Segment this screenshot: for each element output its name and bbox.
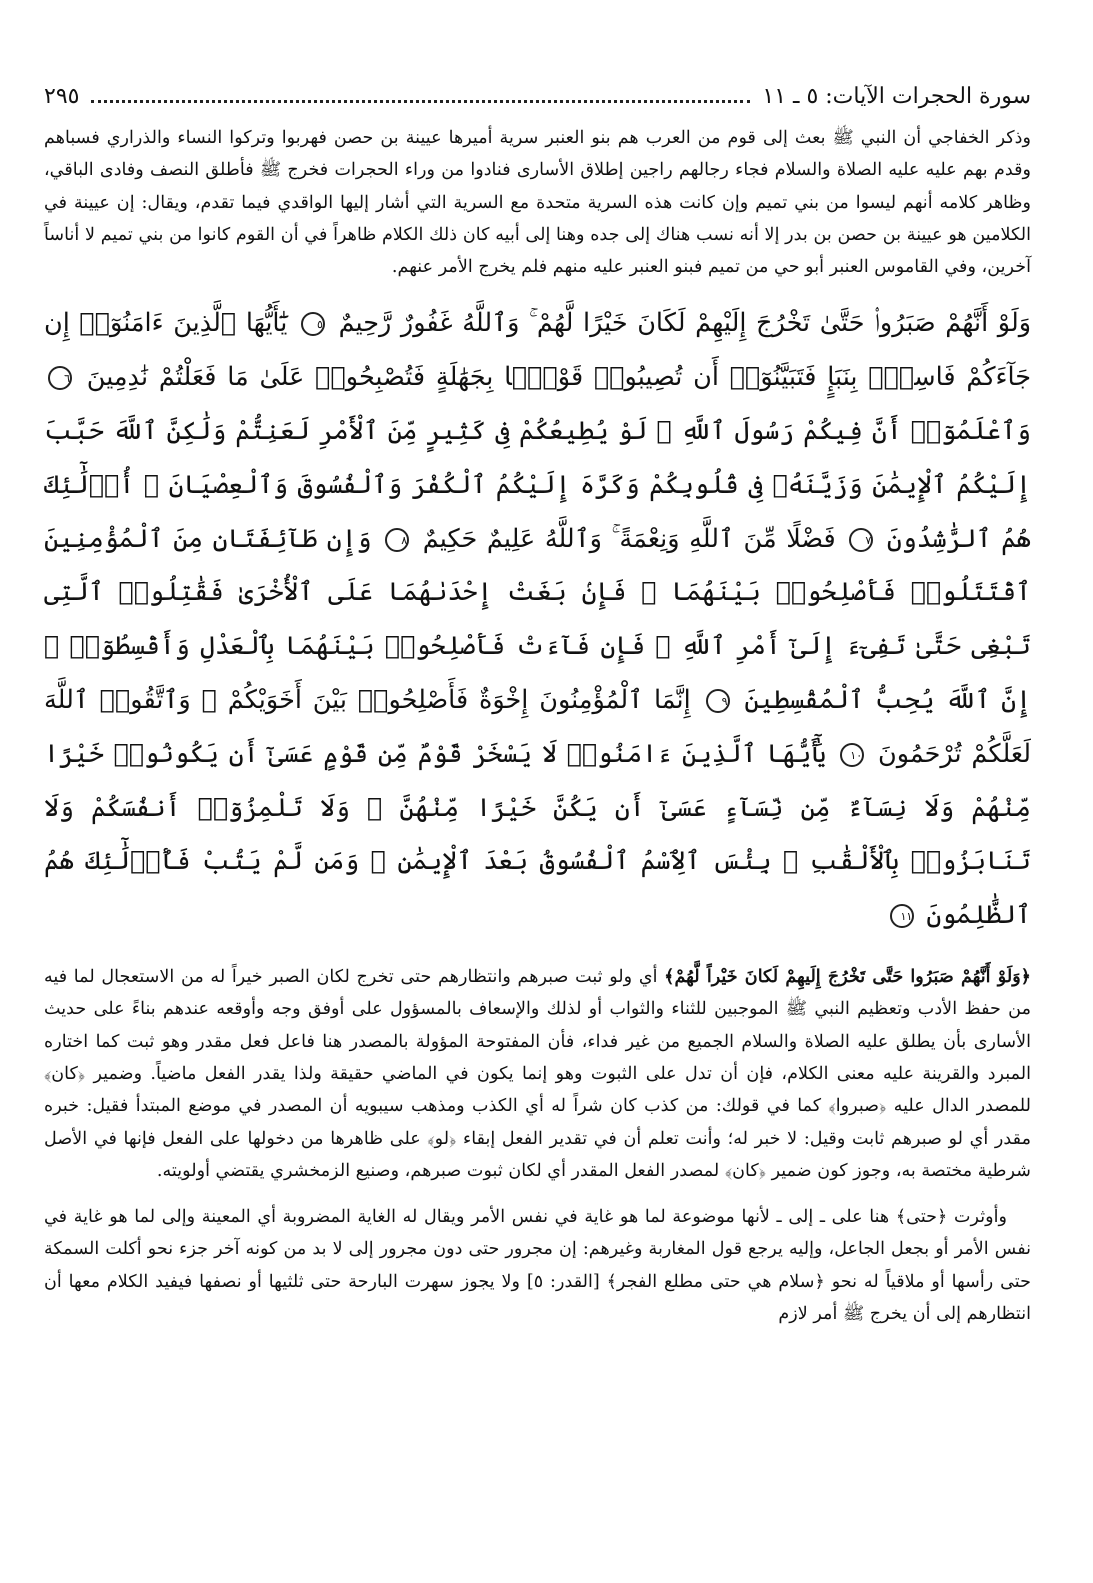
- running-header: [44, 78, 1031, 112]
- verse-text: وَإِن طَآئِفَتَانِ مِنَ ٱلْمُؤْمِنِينَ ٱقْتَتَلُوا۟ فَأَصْلِحُوا۟ بَيْنَهُمَا ۖ فَإِنۢ بَغَتْ إِحْدَىٰهُمَا عَلَى ٱلْأُخْرَىٰ فَقَٰتِلُوا۟ ٱلَّتِى تَبْغِى حَتَّىٰ تَفِىٓءَ إِلَىٰٓ أَمْرِ ٱللَّهِ ۚ فَإِن فَآءَتْ فَأَصْلِحُوا۟ بَيْنَهُمَا بِٱلْعَدْلِ وَأَقْسِطُوٓا۟ ۖ إِنَّ ٱللَّهَ يُحِبُّ ٱلْمُقْسِطِينَ: [44, 523, 1032, 716]
- page-content: [44, 122, 1031, 1344]
- commentary-paragraph-2: وأوثرت ﴿حتى﴾ هنا على ـ إلى ـ لأنها موضوعة لما هو غاية في نفس الأمر ويقال له الغاية المضروبة أي المعينة وإلى لما هو غاية في نفس الأمر أو بجعل الجاعل، وإليه يرجع قول المغاربة وغيرهم: إن مجرور حتى دون مجرور إلى لا بد من كونه آخر جزء نحو أكلت السمكة حتى رأسها أو ملاقياً له نحو ﴿سلام هي حتى مطلع الفجر﴾ [القدر: ٥] ولا يجوز سهرت البارحة حتى ثلثيها أو نصفها فيفيد الكلام معها أن انتظارهم إلى أن يخرج ﷺ أمر لازم: [44, 1207, 1031, 1325]
- commentary-paragraph-1: [44, 961, 1031, 1187]
- verse-number-marker: ٨: [385, 528, 409, 552]
- quoted-verse: ﴿وَلَوْ أَنَّهُمْ صَبَرُوا حَتَّى تَخْرُجَ إِلَيهِمْ لَكانَ خَيْراً لَّهُمْ﴾: [664, 966, 1031, 988]
- running-title: سورة الحجرات الآيات: ٥ ـ ١١: [762, 84, 1031, 109]
- verse-text: وَلَوْ أَنَّهُمْ صَبَرُوا۟ حَتَّىٰ تَخْرُجَ إِلَيْهِمْ لَكَانَ خَيْرًا لَّهُمْ ۚ وَٱللَّهُ غَفُورٌ رَّحِيمٌ: [338, 308, 1032, 339]
- verse-text: يَٰٓأَيُّهَا ٱلَّذِينَ ءَامَنُوا۟ لَا يَسْخَرْ قَوْمٌ مِّن قَوْمٍ عَسَىٰٓ أَن يَكُونُوا۟ خَيْرًا مِّنْهُمْ وَلَا نِسَآءٌ مِّن نِّسَآءٍ عَسَىٰٓ أَن يَكُنَّ خَيْرًا مِّنْهُنَّ ۖ وَلَا تَلْمِزُوٓا۟ أَنفُسَكُمْ وَلَا تَنَابَزُوا۟ بِٱلْأَلْقَٰبِ ۖ بِئْسَ ٱلِٱسْمُ ٱلْفُسُوقُ بَعْدَ ٱلْإِيمَٰنِ ۚ وَمَن لَّمْ يَتُبْ فَأُو۟لَٰٓئِكَ هُمُ ٱلظَّٰلِمُونَ: [44, 738, 1031, 931]
- verse-text: يَٰٓأَيُّهَا ٱلَّذِينَ ءَامَنُوٓا۟ إِن جَآءَكُمْ فَاسِقٌۢ بِنَبَإٍ فَتَبَيَّنُوٓا۟ أَن تُصِيبُوا۟ قَوْمًۢا بِجَهَٰلَةٍ فَتُصْبِحُوا۟ عَلَىٰ مَا فَعَلْتُمْ نَٰدِمِينَ: [44, 308, 1031, 393]
- verse-text: إِنَّمَا ٱلْمُؤْمِنُونَ إِخْوَةٌ فَأَصْلِحُوا۟ بَيْنَ أَخَوَيْكُمْ ۚ وَٱتَّقُوا۟ ٱللَّهَ لَعَلَّكُمْ تُرْحَمُونَ: [44, 685, 1031, 769]
- verse-number-marker: ٥: [301, 312, 325, 336]
- quran-verses-block: [44, 297, 1031, 943]
- verse-number-marker: ١١: [890, 904, 914, 928]
- leader-dots: [91, 100, 750, 103]
- verse-text: وَٱعْلَمُوٓا۟ أَنَّ فِيكُمْ رَسُولَ ٱللَّهِ ۚ لَوْ يُطِيعُكُمْ فِى كَثِيرٍ مِّنَ ٱلْأَمْرِ لَعَنِتُّمْ وَلَٰكِنَّ ٱللَّهَ حَبَّبَ إِلَيْكُمُ ٱلْإِيمَٰنَ وَزَيَّنَهُۥ فِى قُلُوبِكُمْ وَكَرَّهَ إِلَيْكُمُ ٱلْكُفْرَ وَٱلْفُسُوقَ وَٱلْعِصْيَانَ ۚ أُو۟لَٰٓئِكَ هُمُ ٱلرَّٰشِدُونَ: [44, 416, 1031, 554]
- verse-number-marker: ١٠: [840, 743, 864, 767]
- commentary-text: أي ولو ثبت صبرهم وانتظارهم حتى تخرج لكان الصبر خيراً له من الاستعجال لما فيه من حفظ الأدب وتعظيم النبي ﷺ الموجبين للثناء والثواب أو لذلك والإسعاف بالمسؤول على أوفق وجه وأوقعه عندهم بناءً على حديث الأسارى بأن يطلق عليه الصلاة والسلام الجميع من غير فداء، فأن المفتوحة المؤولة بالمصدر هنا فاعل فعل مقدر وهو ثبت كما اختاره المبرد والقرينة عليه معنى الكلام، فإن أن تدل على الثبوت وهو إنما يكون في الماضي حقيقة ولذا يقدر الفعل ماضياً. وضمير ﴿كان﴾ للمصدر الدال عليه ﴿صبروا﴾ كما في قولك: من كذب كان شراً له أي الكذب ومذهب سيبويه أن المصدر في موضع المبتدأ فقيل: خبره مقدر أي لو صبرهم ثابت وقيل: لا خبر له؛ وأنت تعلم أن في تقدير الفعل إبقاء ﴿لو﴾ على ظاهرها من دخولها على الفعل فإنها في الأصل شرطية مختصة به، وجوز كون ضمير ﴿كان﴾ لمصدر الفعل المقدر أي لكان ثبوت صبرهم، وصنيع الزمخشري يقتضي أولويته.: [44, 967, 1031, 1181]
- verse-number-marker: ٧: [849, 528, 873, 552]
- verse-number-marker: ٩: [706, 689, 730, 713]
- intro-paragraph: وذكر الخفاجي أن النبي ﷺ بعث إلى قوم من العرب هم بنو العنبر سرية أميرها عيينة بن حصن فهربوا وتركوا النساء والذراري فسباهم وقدم بهم عليه عليه الصلاة والسلام فجاء رجالهم راجين إطلاق الأسارى فنادوا من وراء الحجرات فخرج ﷺ فأطلق النصف وفادى الباقي، وظاهر كلامه أنهم ليسوا من بني تميم وإن كانت هذه السرية متحدة مع السرية التي أشار إليها الواقدي فيما تقدم، ويقال: إن عيينة في الكلامين هو عيينة بن حصن بن بدر إلا أنه نسب هناك إلى جده وهنا إلى أبيه كان ذلك الكلام ظاهراً في أن القوم كانوا من بني تميم لا أناساً آخرين، وفي القاموس العنبر أبو حي من تميم فبنو العنبر عليه منهم فلم يخرج الأمر عنهم.: [44, 128, 1031, 278]
- verse-text: فَضْلًا مِّنَ ٱللَّهِ وَنِعْمَةً ۚ وَٱللَّهُ عَلِيمٌ حَكِيمٌ: [422, 523, 836, 554]
- page-number: ٢٩٥: [44, 84, 80, 109]
- verse-number-marker: ٦: [48, 366, 72, 390]
